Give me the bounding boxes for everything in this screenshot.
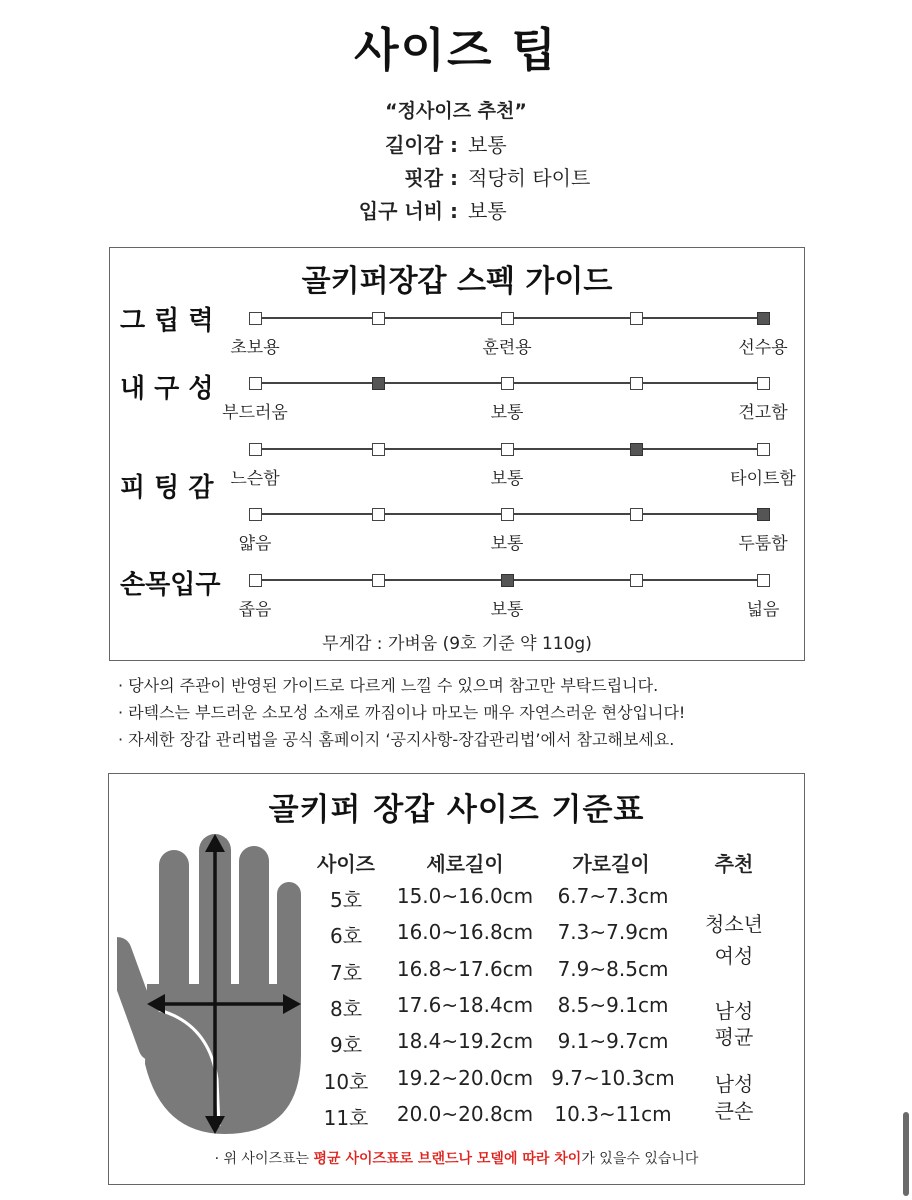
scale-label: 넓음 xyxy=(746,600,780,620)
width-cell: 9.1~9.7cm xyxy=(557,1029,669,1054)
size-cell: 9호 xyxy=(329,1033,363,1058)
length-cell: 16.0~16.8cm xyxy=(396,920,534,945)
spec-category-fitting: 피 팅 감 xyxy=(120,473,214,503)
length-cell: 18.4~19.2cm xyxy=(396,1029,534,1054)
scale-node-selected xyxy=(757,312,770,325)
size-cell: 10호 xyxy=(323,1069,369,1094)
scale-node xyxy=(501,377,514,390)
size-cell: 11호 xyxy=(323,1105,369,1130)
scale-label: 얇음 xyxy=(238,534,272,554)
recommend-value: 보통 xyxy=(468,199,507,223)
recommend-group: 청소년 xyxy=(705,912,763,936)
scale-label: 두툼함 xyxy=(738,534,788,554)
scale-node xyxy=(249,574,262,587)
scale-node xyxy=(372,312,385,325)
scale-label: 부드러움 xyxy=(222,403,288,423)
notes-list xyxy=(118,672,685,753)
width-cell: 10.3~11cm xyxy=(554,1101,672,1126)
scale-node-selected xyxy=(757,508,770,521)
scale-node-selected xyxy=(372,377,385,390)
scale-node-selected xyxy=(630,443,643,456)
size-cell: 5호 xyxy=(329,888,363,912)
spec-guide-title: 골키퍼장갑 스펙 가이드 xyxy=(301,264,613,299)
footnote-text: 가 있을수 있습니다 xyxy=(581,1151,699,1167)
scale-label: 보통 xyxy=(490,469,524,489)
recommend-row xyxy=(258,129,507,158)
scale-label: 견고함 xyxy=(738,403,788,423)
recommend-group: 평균 xyxy=(714,1025,754,1049)
scale-label: 보통 xyxy=(490,600,524,620)
spec-guide-box xyxy=(109,247,805,661)
recommend-group: 큰손 xyxy=(714,1099,754,1123)
spec-category-durability: 내 구 성 xyxy=(120,374,214,404)
size-cell: 8호 xyxy=(329,996,363,1021)
recommend-row xyxy=(258,195,507,224)
size-cell: 6호 xyxy=(329,924,363,949)
recommend-key: 입구 너비 : xyxy=(358,199,458,223)
scale-node xyxy=(630,377,643,390)
spec-category-grip: 그 립 력 xyxy=(120,306,214,336)
width-cell: 7.9~8.5cm xyxy=(557,956,669,981)
scale-node xyxy=(630,508,643,521)
scale-node-selected xyxy=(501,574,514,587)
scale-node xyxy=(630,312,643,325)
width-cell: 8.5~9.1cm xyxy=(557,992,669,1017)
size-chart-footnote xyxy=(109,1148,804,1168)
recommend-group: 여성 xyxy=(714,944,754,968)
width-cell: 9.7~10.3cm xyxy=(551,1065,675,1090)
scale-node xyxy=(630,574,643,587)
scale-node xyxy=(372,574,385,587)
width-cell: 6.7~7.3cm xyxy=(557,884,669,908)
scale-label: 보통 xyxy=(490,403,524,423)
header-length: 세로길이 xyxy=(426,852,504,876)
scale-node xyxy=(757,574,770,587)
scale-node xyxy=(757,377,770,390)
header-width: 가로길이 xyxy=(572,852,650,876)
size-cell: 7호 xyxy=(329,960,363,985)
weight-note: 무게감 : 가벼움 (9호 기준 약 110g) xyxy=(322,634,592,654)
scale-node xyxy=(372,508,385,521)
scale-node xyxy=(372,443,385,456)
size-chart-title: 골키퍼 장갑 사이즈 기준표 xyxy=(268,792,645,828)
recommend-key: 길이감 : xyxy=(385,133,458,157)
length-cell: 20.0~20.8cm xyxy=(396,1101,534,1126)
length-cell: 16.8~17.6cm xyxy=(396,956,534,981)
scale-label: 훈련용 xyxy=(482,338,532,358)
recommend-value: 보통 xyxy=(468,133,507,157)
scale-node xyxy=(249,508,262,521)
note-item: · 자세한 장갑 관리법을 공식 홈페이지 ‘공지사항-장갑관리법’에서 참고해보세요. xyxy=(118,730,675,749)
length-cell: 17.6~18.4cm xyxy=(396,992,534,1017)
scale-node xyxy=(249,312,262,325)
scale-label: 타이트함 xyxy=(730,469,796,489)
length-cell: 19.2~20.0cm xyxy=(396,1065,534,1090)
recommend-heading: “정사이즈 추천” xyxy=(385,100,527,122)
page-title: 사이즈 팁 xyxy=(354,23,558,77)
scale-node xyxy=(757,443,770,456)
length-cell: 15.0~16.0cm xyxy=(396,884,534,908)
header-recommend: 추천 xyxy=(714,852,754,876)
recommend-row xyxy=(258,162,590,191)
header-size: 사이즈 xyxy=(317,852,375,876)
scale-node xyxy=(501,508,514,521)
scale-node xyxy=(249,443,262,456)
scale-label: 선수용 xyxy=(738,338,788,358)
scale-label: 느슨함 xyxy=(230,469,280,489)
size-chart-box xyxy=(108,773,805,1185)
width-cell: 7.3~7.9cm xyxy=(557,920,669,945)
spec-category-wrist: 손목입구 xyxy=(120,570,221,600)
scale-label: 초보용 xyxy=(230,338,280,358)
scale-label: 좁음 xyxy=(238,600,272,620)
hand-measure-illustration xyxy=(117,834,301,1134)
note-item: · 당사의 주관이 반영된 가이드로 다르게 느낄 수 있으며 참고만 부탁드립니다. xyxy=(118,676,659,695)
footnote-text: · 위 사이즈표는 xyxy=(214,1151,314,1167)
note-item: · 라텍스는 부드러운 소모성 소재로 까짐이나 마모는 매우 자연스러운 현상입니다! xyxy=(118,703,686,722)
scale-node xyxy=(501,312,514,325)
scale-label: 보통 xyxy=(490,534,524,554)
recommend-group: 남성 xyxy=(714,1072,754,1096)
scrollbar[interactable] xyxy=(903,1112,909,1196)
recommend-key: 핏감 : xyxy=(404,166,458,190)
footnote-highlight: 평균 사이즈표로 브랜드나 모델에 따라 차이 xyxy=(313,1151,582,1167)
recommend-group: 남성 xyxy=(714,999,754,1023)
recommend-value: 적당히 타이트 xyxy=(468,166,591,190)
scale-node xyxy=(249,377,262,390)
scale-node xyxy=(501,443,514,456)
